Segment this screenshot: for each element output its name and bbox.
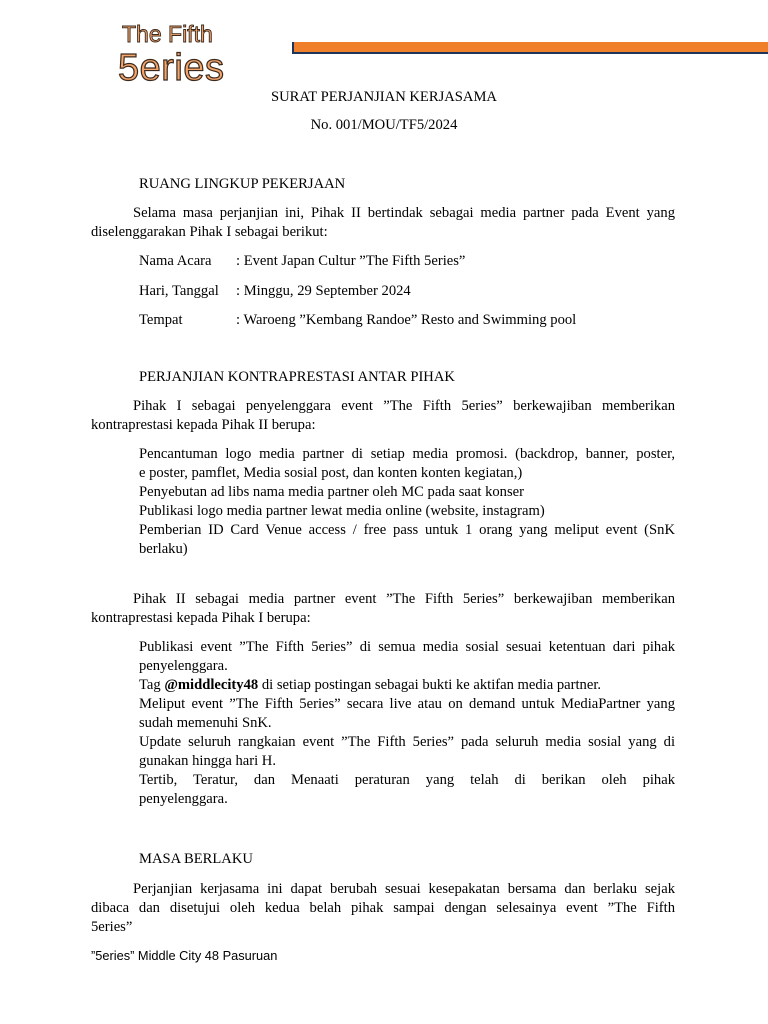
validity-line3: 5eries” bbox=[91, 919, 133, 935]
party2-intro-line1: Pihak II sebagai media partner event ”The Fifth 5eries” berkewajiban memberikan bbox=[133, 591, 675, 607]
party2-intro bbox=[91, 590, 675, 628]
list-item: Pencantuman logo media partner di setiap media promosi. (backdrop, banner, poster, bbox=[139, 446, 675, 462]
event-venue-label: Tempat bbox=[139, 312, 183, 328]
list-item: Publikasi logo media partner lewat media online (website, instagram) bbox=[139, 503, 545, 519]
list-item-cont: penyelenggara. bbox=[139, 791, 228, 807]
list-item: Tag @middlecity48 di setiap postingan sebagai bukti ke aktifan media partner. bbox=[139, 677, 602, 693]
party1-intro bbox=[91, 397, 675, 435]
document-number: No. 001/MOU/TF5/2024 bbox=[310, 117, 458, 133]
list-item: Meliput event ”The Fifth 5eries” secara live atau on demand untuk MediaPartner yang bbox=[139, 696, 675, 712]
event-venue-value: : Waroeng ”Kembang Randoe” Resto and Swimming pool bbox=[236, 312, 577, 328]
list-item-cont: e poster, pamflet, Media sosial post, dan konten konten kegiatan,) bbox=[139, 465, 523, 481]
party1-intro-line1: Pihak I sebagai penyelenggara event ”The Fifth 5eries” berkewajiban memberikan bbox=[133, 398, 675, 414]
scope-intro-line2: diselenggarakan Pihak I sebagai berikut: bbox=[91, 224, 328, 240]
list-item: Update seluruh rangkaian event ”The Fifth 5eries” pada seluruh media sosial yang di bbox=[139, 734, 675, 750]
page-footer: ”5eries” Middle City 48 Pasuruan bbox=[91, 948, 278, 963]
validity-heading: MASA BERLAKU bbox=[139, 851, 253, 867]
validity-line1: Perjanjian kerjasama ini dapat berubah sesuai kesepakatan bersama dan berlaku sejak bbox=[133, 881, 675, 897]
logo-text-bottom: 5eries bbox=[118, 47, 225, 89]
counter-heading: PERJANJIAN KONTRAPRESTASI ANTAR PIHAK bbox=[139, 369, 455, 385]
scope-intro bbox=[91, 204, 675, 242]
event-date-label: Hari, Tanggal bbox=[139, 283, 219, 299]
list-item-cont: berlaku) bbox=[139, 541, 188, 557]
scope-intro-line1: Selama masa perjanjian ini, Pihak II bertindak sebagai media partner pada Event yang bbox=[133, 205, 675, 221]
party1-list bbox=[139, 445, 675, 559]
document-title: SURAT PERJANJIAN KERJASAMA bbox=[271, 89, 497, 105]
scope-heading: RUANG LINGKUP PEKERJAAN bbox=[139, 176, 346, 192]
list-item-cont: gunakan hingga hari H. bbox=[139, 753, 276, 769]
list-item: Publikasi event ”The Fifth 5eries” di semua media sosial sesuai ketentuan dari pihak bbox=[139, 639, 675, 655]
list-item-cont: penyelenggara. bbox=[139, 658, 228, 674]
party2-list bbox=[139, 638, 675, 809]
party1-intro-line2: kontraprestasi kepada Pihak II berupa: bbox=[91, 417, 316, 433]
event-name-value: : Event Japan Cultur ”The Fifth 5eries” bbox=[236, 253, 466, 269]
list-item-cont: sudah memenuhi SnK. bbox=[139, 715, 272, 731]
event-date-value: : Minggu, 29 September 2024 bbox=[236, 283, 411, 299]
list-item: Pemberian ID Card Venue access / free pass untuk 1 orang yang meliput event (SnK bbox=[139, 522, 675, 538]
list-item: Penyebutan ad libs nama media partner oleh MC pada saat konser bbox=[139, 484, 524, 500]
validity-line2: dibaca dan disetujui oleh kedua belah pihak sampai dengan selesainya event ”The Fifth bbox=[91, 900, 675, 916]
instagram-handle: @middlecity48 bbox=[164, 677, 259, 693]
list-item: Tertib, Teratur, dan Menaati peraturan yang telah di berikan oleh pihak bbox=[139, 772, 675, 788]
validity-text bbox=[91, 880, 675, 937]
party2-intro-line2: kontraprestasi kepada Pihak I berupa: bbox=[91, 610, 311, 626]
header-accent-bar bbox=[292, 42, 768, 54]
event-name-label: Nama Acara bbox=[139, 253, 212, 269]
logo-text-top: The Fifth bbox=[122, 21, 213, 47]
